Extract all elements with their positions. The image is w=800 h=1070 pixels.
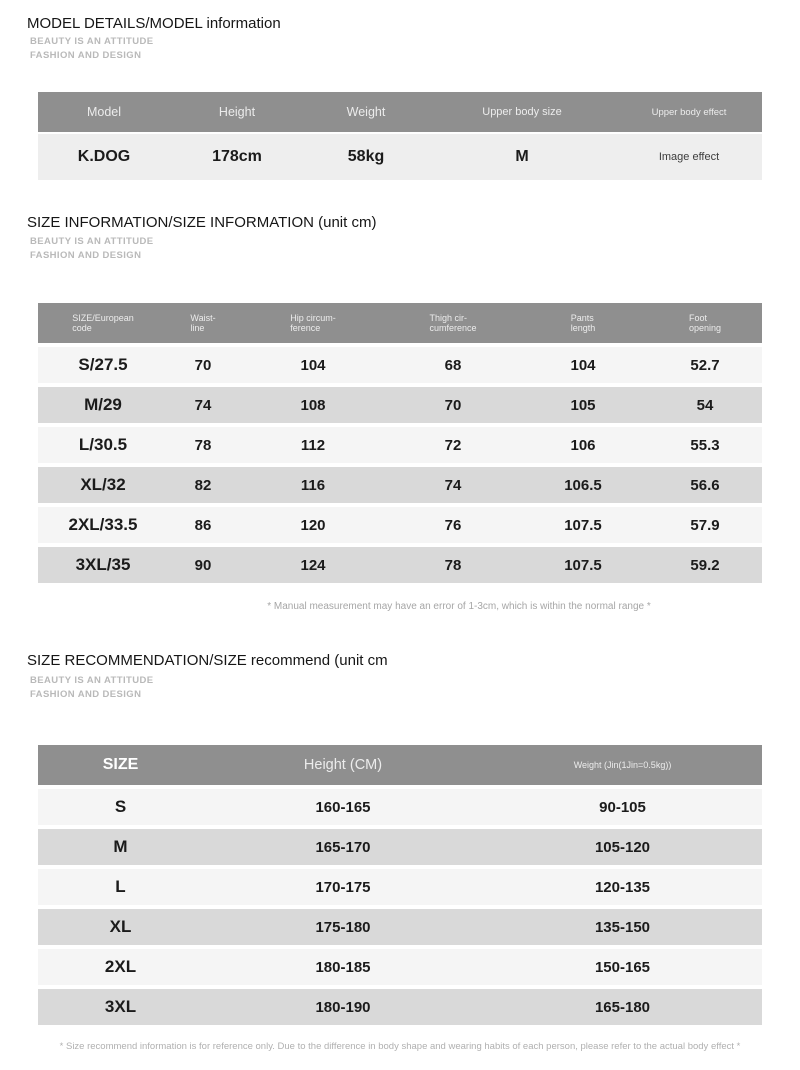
rec-height-cell: 180-190 [315, 998, 371, 1016]
foot-opening-cell: 56.6 [690, 476, 720, 494]
pants-length-cell: 107.5 [564, 556, 602, 574]
waistline-cell: 78 [194, 436, 212, 454]
size-info-table-row [38, 547, 762, 583]
header-line: Thigh cir- [429, 312, 467, 323]
header-line: code [72, 323, 92, 333]
rec-size-cell: 3XL [104, 997, 137, 1016]
size-rec-table [38, 745, 762, 1029]
size-rec-tagline-1: BEAUTY IS AN ATTITUDE [30, 675, 154, 686]
size-code-cell: S/27.5 [78, 355, 128, 374]
thigh-cell: 76 [444, 516, 462, 534]
size-info-tagline-1: BEAUTY IS AN ATTITUDE [30, 236, 154, 247]
rec-size-cell: S [114, 797, 127, 816]
pants-length-cell: 105 [570, 396, 596, 414]
size-rec-table-row [38, 989, 762, 1025]
model-header-upper-body-effect: Upper body effect [651, 106, 727, 118]
size-info-header-row [38, 303, 762, 343]
rec-weight-cell: 165-180 [594, 998, 651, 1016]
size-rec-table-row [38, 789, 762, 825]
size-rec-header-row [38, 745, 762, 785]
rec-weight-cell: 90-105 [599, 798, 646, 816]
size-info-header-code [38, 303, 168, 343]
size-info-table-row [38, 427, 762, 463]
size-rec-header-weight: Weight (Jin(1Jin=0.5kg)) [573, 760, 672, 770]
model-effect-cell: Image effect [658, 151, 720, 163]
hip-cell: 112 [300, 436, 326, 454]
foot-opening-cell: 55.3 [690, 436, 720, 454]
rec-size-cell: 2XL [104, 957, 137, 976]
size-info-header-foot [648, 303, 762, 343]
waistline-cell: 86 [194, 516, 212, 534]
size-rec-table-row [38, 949, 762, 985]
pants-length-cell: 107.5 [564, 516, 602, 534]
header-line: SIZE/European [72, 312, 134, 323]
rec-weight-cell: 120-135 [594, 878, 651, 896]
size-info-header-pants [518, 303, 648, 343]
header-line: ference [290, 323, 321, 333]
header-line: Hip circum- [290, 312, 336, 323]
size-rec-table-row [38, 909, 762, 945]
size-info-tagline-2: FASHION AND DESIGN [30, 250, 142, 261]
thigh-cell: 68 [444, 356, 462, 374]
header-line: Foot [688, 312, 707, 323]
size-info-header-thigh [388, 303, 518, 343]
header-line: opening [688, 323, 722, 333]
rec-height-cell: 170-175 [315, 878, 371, 896]
header-line: cumference [429, 323, 477, 333]
hip-cell: 104 [300, 356, 326, 374]
hip-cell: 108 [300, 396, 326, 414]
size-code-cell: 2XL/33.5 [68, 515, 138, 534]
size-rec-header-size: SIZE [102, 756, 139, 773]
model-tagline-1: BEAUTY IS AN ATTITUDE [30, 36, 154, 47]
size-code-cell: 3XL/35 [75, 555, 131, 574]
model-size-cell: M [515, 148, 529, 165]
thigh-cell: 72 [444, 436, 462, 454]
model-weight-cell: 58kg [347, 148, 385, 165]
size-info-table-body [38, 347, 762, 583]
foot-opening-cell: 52.7 [690, 356, 720, 374]
size-recommend-note: * Size recommend information is for reference only. Due to the difference in body shape and wearing habits of each person, please refer to the actual body effect * [59, 1041, 741, 1052]
thigh-cell: 74 [444, 476, 462, 494]
rec-height-cell: 165-170 [315, 838, 371, 856]
thigh-cell: 78 [444, 556, 462, 574]
waistline-cell: 74 [194, 396, 212, 414]
size-info-table-row [38, 347, 762, 383]
rec-height-cell: 180-185 [315, 958, 371, 976]
model-header-weight: Weight [346, 105, 386, 119]
rec-size-cell: L [115, 877, 126, 896]
foot-opening-cell: 59.2 [690, 556, 720, 574]
header-line: line [190, 323, 205, 333]
pants-length-cell: 104 [570, 356, 596, 374]
rec-weight-cell: 105-120 [594, 838, 651, 856]
size-code-cell: M/29 [84, 395, 122, 414]
foot-opening-cell: 57.9 [690, 516, 720, 534]
waistline-cell: 70 [194, 356, 212, 374]
size-info-header-hip [238, 303, 388, 343]
model-tagline-2: FASHION AND DESIGN [30, 50, 142, 61]
model-table [38, 92, 762, 184]
size-info-header-waistline [168, 303, 238, 343]
hip-cell: 116 [300, 476, 326, 494]
size-rec-tagline-2: FASHION AND DESIGN [30, 689, 142, 700]
rec-size-cell: M [113, 837, 128, 856]
pants-length-cell: 106 [570, 436, 596, 454]
size-rec-section-title: SIZE RECOMMENDATION/SIZE recommend (unit cm [27, 652, 388, 669]
header-line: length [570, 323, 596, 333]
rec-height-cell: 160-165 [315, 798, 371, 816]
model-height-cell: 178cm [212, 148, 262, 165]
thigh-cell: 70 [444, 396, 462, 414]
size-code-cell: XL/32 [80, 475, 126, 494]
model-header-height: Height [218, 105, 256, 119]
header-line: Pants [570, 312, 594, 323]
size-code-cell: L/30.5 [78, 435, 128, 454]
size-rec-header-height: Height (CM) [303, 757, 383, 773]
size-info-section-title: SIZE INFORMATION/SIZE INFORMATION (unit cm) [27, 214, 377, 231]
rec-size-cell: XL [109, 917, 132, 936]
size-rec-table-body [38, 789, 762, 1025]
waistline-cell: 90 [194, 556, 212, 574]
model-table-row [38, 134, 762, 180]
size-info-table-row [38, 467, 762, 503]
hip-cell: 124 [300, 556, 326, 574]
rec-weight-cell: 150-165 [594, 958, 651, 976]
header-line: Waist- [190, 312, 216, 323]
waistline-cell: 82 [194, 476, 212, 494]
size-rec-table-row [38, 869, 762, 905]
model-table-header-row [38, 92, 762, 132]
rec-weight-cell: 135-150 [594, 918, 651, 936]
model-header-upper-body-size: Upper body size [482, 106, 562, 118]
measurement-error-note: * Manual measurement may have an error of 1-3cm, which is within the normal range * [267, 601, 651, 612]
size-info-table-row [38, 387, 762, 423]
hip-cell: 120 [300, 516, 326, 534]
rec-height-cell: 175-180 [315, 918, 371, 936]
size-info-table-row [38, 507, 762, 543]
foot-opening-cell: 54 [696, 396, 714, 414]
size-info-table [38, 303, 762, 587]
model-header-model: Model [86, 105, 122, 119]
size-rec-table-row [38, 829, 762, 865]
pants-length-cell: 106.5 [564, 476, 602, 494]
model-section-title: MODEL DETAILS/MODEL information [27, 15, 281, 32]
model-name-cell: K.DOG [77, 148, 131, 165]
